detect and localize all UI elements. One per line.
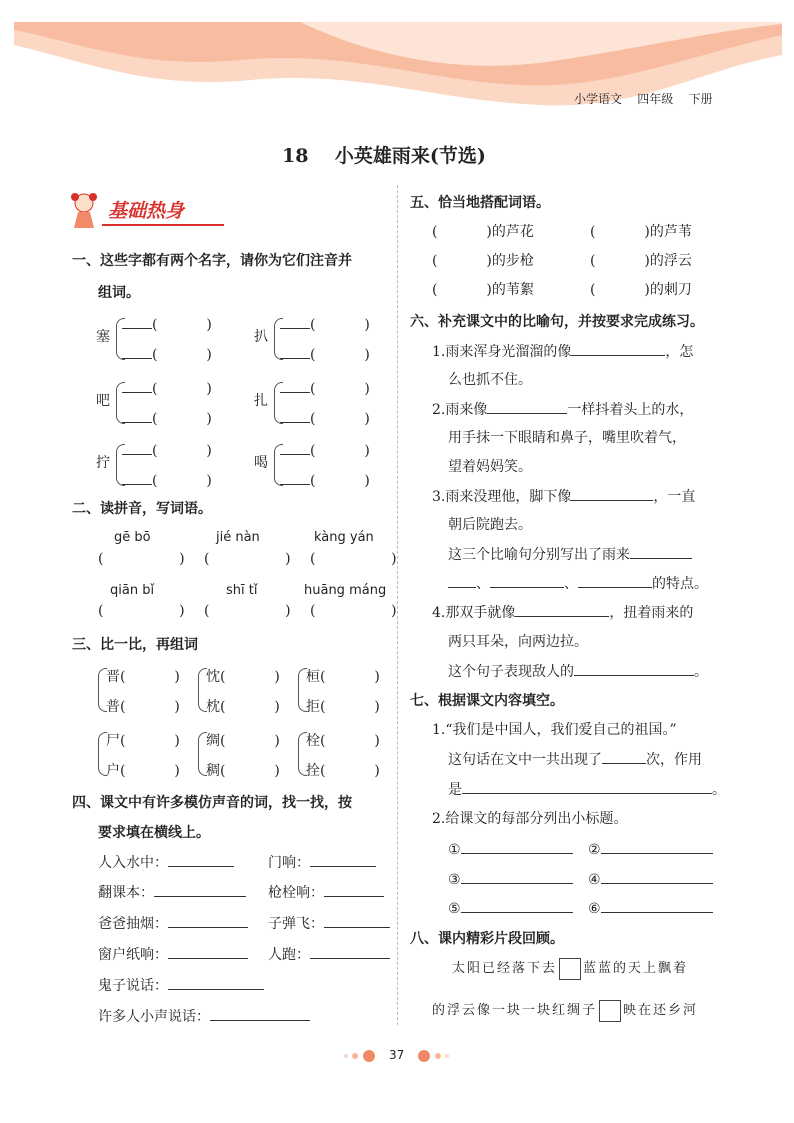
q3-char: 普: [106, 699, 120, 715]
lesson-title: [282, 141, 486, 168]
q6-sentence-2-end: 望着妈妈笑。: [448, 459, 532, 475]
q6-sentence-3-ask[interactable]: 这三个比喻句分别写出了雨来: [448, 544, 692, 564]
q1-char: 扎: [254, 393, 268, 409]
q2-blank[interactable]: ( ): [310, 551, 397, 567]
q4-item[interactable]: [98, 944, 248, 964]
q5-word: 的步枪: [491, 253, 534, 269]
q7-subtitle-2[interactable]: ②: [588, 839, 713, 858]
q3-char: 栓: [306, 733, 320, 749]
q4-item[interactable]: [98, 882, 246, 902]
q7-subtitle-4[interactable]: ④: [588, 869, 713, 888]
q3-char: 枕: [206, 699, 220, 715]
q8-heading: 八、课内精彩片段回顾。: [410, 931, 564, 947]
q1-blank[interactable]: ( ): [122, 408, 212, 427]
q6-sentence-3-answer[interactable]: 、 、 的特点。: [448, 573, 708, 593]
q1-blank[interactable]: ( ): [280, 314, 370, 333]
q1-blank[interactable]: ( ): [280, 344, 370, 363]
q3-char: 户: [106, 763, 120, 779]
q1-char: 塞: [96, 329, 110, 345]
q1-blank[interactable]: ( ): [280, 470, 370, 489]
q3-item[interactable]: 枕( ): [206, 699, 280, 715]
column-divider: [397, 185, 398, 1025]
girl-mascot-icon: [64, 190, 104, 230]
q5-word: 的芦苇: [649, 224, 692, 240]
q4-label: 人入水中：: [98, 855, 168, 871]
q1-blank[interactable]: ( ): [280, 408, 370, 427]
q2-pinyin: qiān bǐ: [110, 583, 155, 598]
q6-sentence-3[interactable]: 3.雨来没理他，脚下像 ，一直: [432, 486, 695, 506]
q4-label: 门响：: [268, 855, 310, 871]
q4-label: 窗户纸响：: [98, 947, 168, 963]
q4-item[interactable]: [268, 882, 384, 902]
q1-blank[interactable]: ( ): [122, 440, 212, 459]
q2-blank[interactable]: ( ): [204, 551, 291, 567]
q6-sentence-4-ask[interactable]: 这个句子表现敌人的 。: [448, 661, 708, 681]
q7-subtitle-6[interactable]: ⑥: [588, 898, 713, 917]
q3-item[interactable]: 拒( ): [306, 699, 380, 715]
q5-item[interactable]: ( )的步枪: [432, 253, 534, 269]
q4-heading: 四、课文中有许多模仿声音的词，找一找，按: [72, 795, 352, 811]
q6-sentence-1[interactable]: 1.雨来浑身光溜溜的像 ，怎: [432, 341, 693, 361]
q4-item[interactable]: [98, 852, 234, 872]
q4-label: 爸爸抽烟：: [98, 916, 168, 932]
q3-char: 忱: [206, 669, 220, 685]
q5-item[interactable]: ( )的芦苇: [590, 224, 692, 240]
q3-item[interactable]: 绸( ): [206, 733, 280, 749]
q7-subtitle-5[interactable]: ⑤: [448, 898, 573, 917]
q3-char: 桓: [306, 669, 320, 685]
q1-heading: 一、这些字都有两个名字，请你为它们注音并: [72, 253, 352, 269]
q7-count[interactable]: 这句话在文中一共出现了 次，作用: [448, 749, 702, 769]
q8-punct-box[interactable]: [559, 958, 581, 980]
q4-item[interactable]: [98, 913, 248, 933]
q4-item[interactable]: [268, 913, 390, 933]
q2-pinyin: huāng máng: [304, 583, 387, 598]
q2-pinyin: gē bō: [114, 530, 151, 545]
q3-item[interactable]: 忱( ): [206, 669, 280, 685]
q2-pinyin: kàng yán: [314, 530, 374, 545]
q2-pinyin: jié nàn: [216, 530, 260, 545]
q1-blank[interactable]: ( ): [122, 314, 212, 333]
q6-sentence-2[interactable]: 2.雨来像 一样抖着头上的水，: [432, 399, 693, 419]
q3-item[interactable]: 尸( ): [106, 733, 180, 749]
q2-heading: 二、读拼音，写词语。: [72, 501, 212, 517]
q1-blank[interactable]: ( ): [122, 378, 212, 397]
q1-char: 吧: [96, 393, 110, 409]
q4-heading-cont: 要求填在横线上。: [98, 825, 210, 841]
q1-char: 喝: [254, 455, 268, 471]
q4-item[interactable]: [268, 852, 376, 872]
q1-blank[interactable]: ( ): [280, 378, 370, 397]
q6-sentence-1-cont: 么也抓不住。: [448, 372, 532, 388]
page-footer: [340, 1046, 460, 1066]
q4-label: 翻课本：: [98, 885, 154, 901]
q5-item[interactable]: ( )的刺刀: [590, 282, 692, 298]
q5-word: 的刺刀: [649, 282, 692, 298]
q1-blank[interactable]: ( ): [280, 440, 370, 459]
q5-item[interactable]: ( )的浮云: [590, 253, 692, 269]
q8-punct-box[interactable]: [599, 1000, 621, 1022]
q6-sentence-3-cont: 朝后院跑去。: [448, 517, 532, 533]
q2-blank[interactable]: ( ): [204, 603, 291, 619]
q4-label: 枪栓响：: [268, 885, 324, 901]
q2-pinyin: shī tǐ: [226, 583, 258, 598]
dots-left-icon: [340, 1048, 380, 1064]
q7-subtitle-3[interactable]: ③: [448, 869, 573, 888]
q4-label: 人跑：: [268, 947, 310, 963]
q3-item[interactable]: 拴( ): [306, 763, 380, 779]
q1-blank[interactable]: ( ): [122, 344, 212, 363]
q6-sentence-4[interactable]: 4.那双手就像 ，扭着雨来的: [432, 602, 693, 622]
q3-char: 尸: [106, 733, 120, 749]
q3-char: 晋: [106, 669, 120, 685]
q1-char: 扒: [254, 329, 268, 345]
q1-blank[interactable]: ( ): [122, 470, 212, 489]
q8-line-1[interactable]: 太阳已经落下去 蓝蓝的天上飘着: [452, 957, 688, 980]
q2-blank[interactable]: ( ): [310, 603, 397, 619]
q4-item[interactable]: [98, 1006, 310, 1026]
q5-item[interactable]: ( )的苇絮: [432, 282, 534, 298]
q3-item[interactable]: 稠( ): [206, 763, 280, 779]
q6-heading: 六、补充课文中的比喻句，并按要求完成练习。: [410, 314, 704, 330]
q6-sentence-4-cont: 两只耳朵，向两边拉。: [448, 634, 588, 650]
header-volume: 下册: [688, 92, 713, 106]
q4-label: 鬼子说话：: [98, 978, 168, 994]
q4-label: 子弹飞：: [268, 916, 324, 932]
lesson-name: 小英雄雨来(节选): [334, 145, 486, 167]
q5-heading: 五、恰当地搭配词语。: [410, 195, 550, 211]
q3-char: 拴: [306, 763, 320, 779]
warmup-underline: [102, 224, 224, 226]
lesson-number: 18: [282, 145, 309, 167]
q7-quote: 1.“我们是中国人，我们爱自己的祖国。”: [432, 722, 677, 738]
q1-heading-cont: 组词。: [98, 285, 140, 301]
header-info: [574, 90, 713, 107]
q8-line-2[interactable]: 的浮云像一块一块红绸子 映在还乡河: [432, 999, 698, 1022]
q3-item[interactable]: 户( ): [106, 763, 180, 779]
q3-char: 稠: [206, 763, 220, 779]
page-number: 37: [389, 1048, 405, 1062]
q4-item[interactable]: [98, 975, 264, 995]
q3-item[interactable]: 桓( ): [306, 669, 380, 685]
q6-sentence-2-cont: 用手抹一下眼睛和鼻子，嘴里吹着气，: [448, 430, 686, 446]
q3-char: 拒: [306, 699, 320, 715]
q7-subtitle-prompt: 2.给课文的每部分列出小标题。: [432, 811, 628, 827]
q2-blank[interactable]: ( ): [98, 603, 185, 619]
dots-right-icon: [414, 1048, 454, 1064]
q4-item[interactable]: [268, 944, 390, 964]
q7-heading: 七、根据课文内容填空。: [410, 693, 564, 709]
q4-label: 许多人小声说话：: [98, 1009, 210, 1025]
q5-word: 的浮云: [649, 253, 692, 269]
q5-word: 的苇絮: [491, 282, 534, 298]
q7-subtitle-1[interactable]: ①: [448, 839, 573, 858]
q3-char: 绸: [206, 733, 220, 749]
q5-word: 的芦花: [491, 224, 534, 240]
q5-item[interactable]: ( )的芦花: [432, 224, 534, 240]
q3-item[interactable]: 普( ): [106, 699, 180, 715]
q7-effect[interactable]: 是 。: [448, 779, 726, 799]
header-grade: 四年级: [637, 92, 674, 106]
q3-item[interactable]: 栓( ): [306, 733, 380, 749]
q1-char: 拧: [96, 455, 110, 471]
q3-heading: 三、比一比，再组词: [72, 637, 198, 653]
q3-item[interactable]: 晋( ): [106, 669, 180, 685]
warmup-badge: [64, 190, 224, 230]
header-subject: 小学语文: [574, 92, 623, 106]
warmup-label: 基础热身: [108, 200, 185, 222]
q2-blank[interactable]: ( ): [98, 551, 185, 567]
